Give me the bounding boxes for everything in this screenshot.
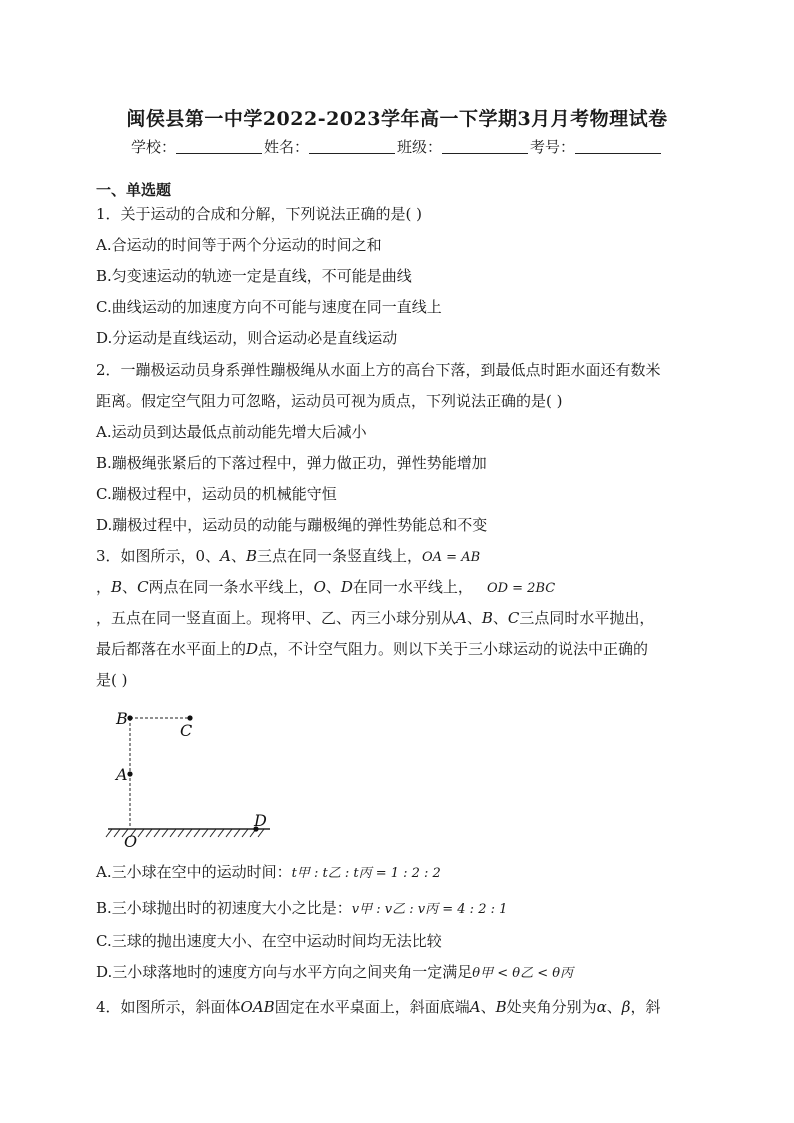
q3-formula-od-2bc: OD = 2BC — [486, 581, 556, 596]
point-label: D — [340, 578, 353, 596]
q3-stem-line1 — [96, 546, 480, 568]
q4-text: 4．如图所示，斜面体 — [96, 998, 241, 1016]
q3-text: 、 — [466, 609, 482, 627]
q3-figure — [104, 702, 284, 848]
q3-text: 最后都落在水平面上的 — [96, 640, 247, 658]
q3-text: ， — [96, 578, 112, 596]
q2-option-a: A.运动员到达最低点前动能先增大后减小 — [96, 423, 367, 441]
point-label: D — [246, 640, 259, 658]
label-d: D — [254, 811, 267, 830]
q3-stem-line4 — [96, 639, 648, 659]
point-label: B — [111, 578, 123, 596]
q3-option-d-text: D.三小球落地时的速度方向与水平方向之间夹角一定满足 — [96, 963, 473, 981]
point-label: A — [456, 609, 467, 627]
q3-option-a-formula: t甲 : t乙 : t丙 = 1 : 2 : 2 — [291, 866, 441, 881]
q3-text: 、 — [122, 578, 138, 596]
q3-option-a — [96, 862, 441, 884]
q3-formula-oa-ab: OA = AB — [422, 550, 481, 565]
number-blank — [575, 139, 661, 154]
number-label: 考号： — [530, 138, 576, 156]
angle-beta: β — [621, 998, 631, 1016]
name-label: 姓名： — [263, 138, 309, 156]
label-c: C — [180, 721, 193, 740]
q3-text: 、 — [325, 578, 341, 596]
school-label: 学校： — [130, 138, 176, 156]
q3-text: 三点在同一条竖直线上， — [256, 547, 422, 565]
q3-stem-line5: 是( ) — [96, 671, 128, 689]
point-a-dot — [127, 771, 132, 776]
section-heading: 一、单选题 — [96, 181, 172, 199]
q3-text: 、 — [230, 547, 246, 565]
q3-option-c: C.三球的抛出速度大小、在空中运动时间均无法比较 — [96, 932, 442, 950]
page-title: 闽侯县第一中学2022-2023学年高一下学期3月月考物理试卷 — [126, 108, 668, 130]
label-a: A — [116, 765, 128, 784]
q3-text: 在同一水平线上， — [352, 578, 473, 596]
q1-option-a: A.合运动的时间等于两个分运动的时间之和 — [96, 236, 382, 254]
q3-text: 、 — [492, 609, 508, 627]
student-info-line — [0, 136, 794, 157]
point-label: B — [481, 609, 493, 627]
q4-text: 处夹角分别为 — [506, 998, 597, 1016]
name-blank — [309, 139, 395, 154]
q1-option-d: D.分运动是直线运动，则合运动必是直线运动 — [96, 329, 398, 347]
q2-stem-line2: 距离。假定空气阻力可忽略，运动员可视为质点，下列说法正确的是( ) — [96, 392, 563, 410]
q3-stem-line3 — [96, 608, 654, 628]
label-o: O — [124, 832, 138, 848]
school-blank — [176, 139, 262, 154]
point-label: B — [245, 547, 257, 565]
q4-label-oab: OAB — [240, 998, 275, 1016]
point-label: B — [495, 998, 507, 1016]
q3-option-b-text: B.三小球抛出时的初速度大小之比是： — [96, 899, 352, 917]
q3-option-a-text: A.三小球在空中的运动时间： — [96, 863, 292, 881]
q4-stem-line1 — [96, 997, 660, 1017]
q4-text: 固定在水平桌面上，斜面底端 — [274, 998, 470, 1016]
q3-option-b — [96, 898, 507, 920]
point-label: C — [137, 578, 149, 596]
q2-option-b: B.蹦极绳张紧后的下落过程中，弹力做正功，弹性势能增加 — [96, 454, 487, 472]
q2-stem-line1: 2．一蹦极运动员身系弹性蹦极绳从水面上方的高台下落，到最低点时距水面还有数米 — [96, 361, 661, 379]
class-label: 班级： — [397, 138, 443, 156]
point-label: C — [507, 609, 520, 627]
q4-text: 、 — [480, 998, 496, 1016]
q4-text: 、 — [606, 998, 622, 1016]
q4-text: ，斜 — [630, 998, 661, 1016]
class-blank — [442, 139, 528, 154]
q3-stem-line2 — [96, 577, 555, 599]
q2-option-c: C.蹦极过程中，运动员的机械能守恒 — [96, 485, 337, 503]
q2-option-d: D.蹦极过程中，运动员的动能与蹦极绳的弹性势能总和不变 — [96, 516, 488, 534]
point-b-dot — [127, 715, 132, 720]
q3-text: 点，不计空气阻力。则以下关于三小球运动的说法中正确的 — [258, 640, 649, 658]
q3-option-d-formula: θ甲 < θ乙 < θ丙 — [472, 966, 574, 981]
q1-stem: 1．关于运动的合成和分解，下列说法正确的是( ) — [96, 205, 423, 223]
q3-text: 3．如图所示，0、 — [96, 547, 221, 565]
point-label: O — [313, 578, 326, 596]
q1-option-c: C.曲线运动的加速度方向不可能与速度在同一直线上 — [96, 298, 442, 316]
q3-option-d — [96, 962, 573, 984]
point-label: A — [220, 547, 231, 565]
label-b: B — [116, 709, 128, 728]
point-c-dot — [187, 715, 192, 720]
q1-option-b: B.匀变速运动的轨迹一定是直线，不可能是曲线 — [96, 267, 412, 285]
q3-option-b-formula: v甲 : v乙 : v丙 = 4 : 2 : 1 — [351, 902, 508, 917]
q3-text: ，五点在同一竖直面上。现将甲、乙、丙三小球分别从 — [96, 609, 457, 627]
point-label: A — [469, 998, 481, 1016]
q3-text: 两点在同一条水平线上， — [148, 578, 314, 596]
angle-alpha: α — [596, 998, 607, 1016]
q3-text: 三点同时水平抛出， — [519, 609, 655, 627]
